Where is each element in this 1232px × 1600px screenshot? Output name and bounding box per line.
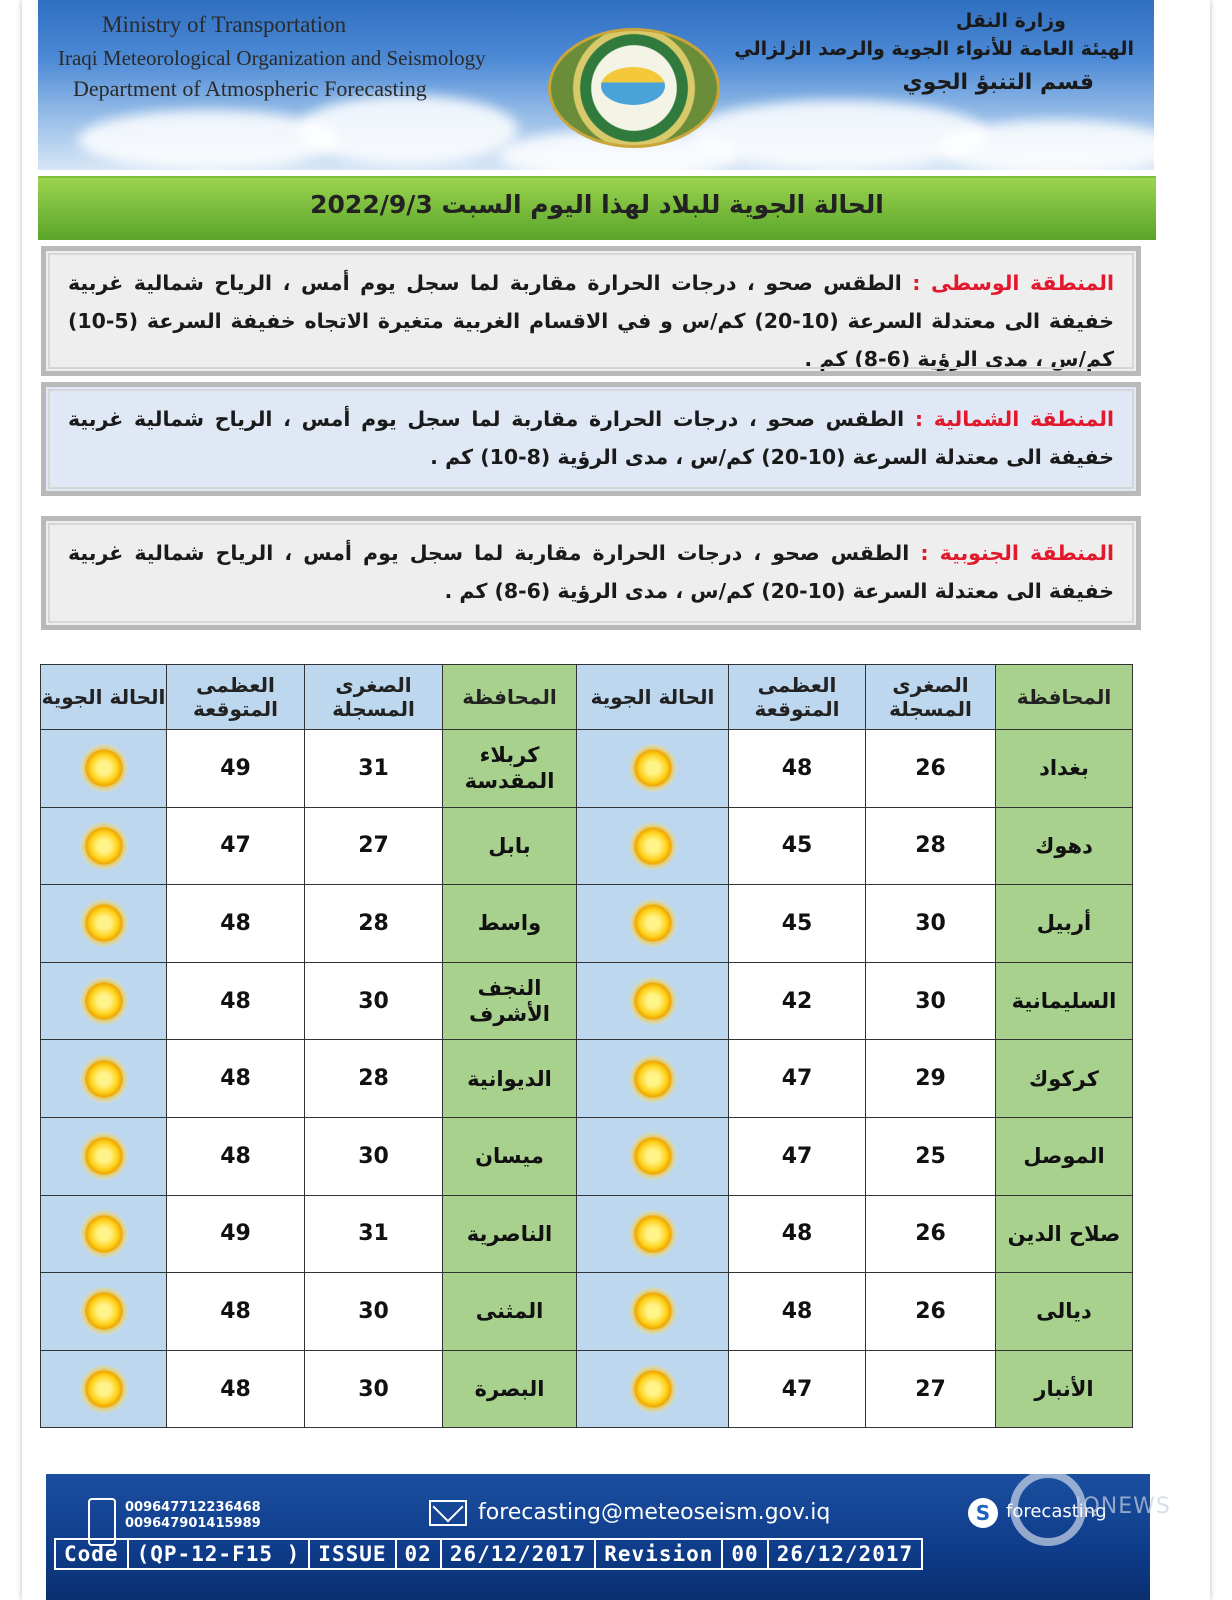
weather-cell bbox=[41, 1040, 167, 1118]
max-temp-cell: 48 bbox=[167, 1040, 305, 1118]
weather-cell bbox=[577, 962, 729, 1040]
max-temp-cell: 48 bbox=[729, 1195, 866, 1273]
sun-icon bbox=[80, 899, 128, 947]
header-governorate: المحافظة bbox=[996, 665, 1133, 730]
governorate-cell: البصرة bbox=[443, 1350, 577, 1428]
table-row bbox=[41, 1040, 1133, 1118]
max-temp-cell: 48 bbox=[167, 962, 305, 1040]
header-min: الصغرى المسجلة bbox=[305, 665, 443, 730]
region-south bbox=[41, 516, 1141, 630]
sun-icon bbox=[80, 822, 128, 870]
sun-icon bbox=[80, 1287, 128, 1335]
max-temp-cell: 45 bbox=[729, 807, 866, 885]
issue-date: 26/12/2017 bbox=[440, 1538, 594, 1570]
max-temp-cell: 47 bbox=[729, 1350, 866, 1428]
table-row bbox=[41, 885, 1133, 963]
document-code-strip bbox=[54, 1538, 1144, 1568]
min-temp-cell: 26 bbox=[866, 1195, 996, 1273]
region-central-text: الطقس صحو ، درجات الحرارة مقاربة لما سجل يوم أمس ، الرياح شمالية غربية خفيفة الى معتدلة السرعة (10-20) كم/س و في الاقسام الغربية متغيرة الاتجاه خفيفة السرعة (5-10) كم/س ، مدى الرؤية (6-8) كم . bbox=[68, 271, 1115, 371]
region-central-label: المنطقة الوسطى : bbox=[912, 271, 1114, 295]
governorate-cell: السليمانية bbox=[996, 962, 1133, 1040]
weather-cell bbox=[41, 730, 167, 808]
weather-cell bbox=[41, 1195, 167, 1273]
governorate-cell: المثنى bbox=[443, 1273, 577, 1351]
table-row bbox=[41, 730, 1133, 808]
governorate-cell: الأنبار bbox=[996, 1350, 1133, 1428]
min-temp-cell: 28 bbox=[866, 807, 996, 885]
region-north-label: المنطقة الشمالية : bbox=[914, 407, 1114, 431]
weather-cell bbox=[577, 730, 729, 808]
sun-icon bbox=[629, 822, 677, 870]
sun-icon bbox=[80, 1132, 128, 1180]
governorate-cell: ميسان bbox=[443, 1117, 577, 1195]
weather-cell bbox=[577, 885, 729, 963]
en-department: Department of Atmospheric Forecasting bbox=[73, 76, 427, 101]
footer-contact-bar bbox=[46, 1474, 1150, 1600]
weather-cell bbox=[41, 1117, 167, 1195]
min-temp-cell: 30 bbox=[866, 962, 996, 1040]
min-temp-cell: 30 bbox=[305, 962, 443, 1040]
min-temp-cell: 30 bbox=[305, 1117, 443, 1195]
min-temp-cell: 26 bbox=[866, 730, 996, 808]
table-row bbox=[41, 1273, 1133, 1351]
min-temp-cell: 31 bbox=[305, 730, 443, 808]
header-banner bbox=[38, 0, 1154, 170]
min-temp-cell: 29 bbox=[866, 1040, 996, 1118]
skype-handle: forecasting bbox=[1006, 1501, 1107, 1522]
max-temp-cell: 48 bbox=[167, 1117, 305, 1195]
issue-label: ISSUE bbox=[308, 1538, 394, 1570]
weather-cell bbox=[577, 1273, 729, 1351]
header-weather: الحالة الجوية bbox=[41, 665, 167, 730]
sun-icon bbox=[629, 1210, 677, 1258]
en-organization: Iraqi Meteorological Organization and Seismology bbox=[58, 46, 486, 70]
region-south-label: المنطقة الجنوبية : bbox=[920, 541, 1114, 565]
max-temp-cell: 48 bbox=[167, 885, 305, 963]
header-min: الصغرى المسجلة bbox=[866, 665, 996, 730]
ar-department: قسم التنبؤ الجوي bbox=[902, 70, 1094, 95]
min-temp-cell: 25 bbox=[866, 1117, 996, 1195]
en-ministry: Ministry of Transportation bbox=[102, 12, 347, 37]
governorate-cell: الديوانية bbox=[443, 1040, 577, 1118]
phone-numbers bbox=[125, 1500, 261, 1532]
sun-icon bbox=[80, 1365, 128, 1413]
max-temp-cell: 48 bbox=[167, 1273, 305, 1351]
revision-date: 26/12/2017 bbox=[767, 1538, 923, 1570]
organization-logo bbox=[548, 28, 720, 148]
skype-icon: S bbox=[968, 1498, 998, 1528]
table-header-row bbox=[41, 665, 1133, 730]
governorate-cell: صلاح الدين bbox=[996, 1195, 1133, 1273]
region-north bbox=[41, 382, 1141, 496]
governorate-cell: الناصرية bbox=[443, 1195, 577, 1273]
min-temp-cell: 30 bbox=[305, 1350, 443, 1428]
min-temp-cell: 30 bbox=[866, 885, 996, 963]
min-temp-cell: 28 bbox=[305, 885, 443, 963]
ar-organization: الهيئة العامة للأنواء الجوية والرصد الزلزالي bbox=[734, 38, 1134, 60]
min-temp-cell: 28 bbox=[305, 1040, 443, 1118]
region-south-text: الطقس صحو ، درجات الحرارة مقاربة لما سجل يوم أمس ، الرياح شمالية غربية خفيفة الى معتدلة السرعة (10-20) كم/س ، مدى الرؤية (6-8) كم . bbox=[68, 541, 1114, 603]
min-temp-cell: 27 bbox=[866, 1350, 996, 1428]
max-temp-cell: 45 bbox=[729, 885, 866, 963]
max-temp-cell: 48 bbox=[729, 1273, 866, 1351]
sun-icon bbox=[629, 1055, 677, 1103]
max-temp-cell: 47 bbox=[729, 1117, 866, 1195]
region-north-text: الطقس صحو ، درجات الحرارة مقاربة لما سجل يوم أمس ، الرياح شمالية غربية خفيفة الى معتدلة السرعة (10-20) كم/س ، مدى الرؤية (8-10) كم . bbox=[68, 407, 1114, 469]
header-max: العظمى المتوقعة bbox=[729, 665, 866, 730]
forecast-table bbox=[40, 664, 1133, 1428]
table-row bbox=[41, 807, 1133, 885]
max-temp-cell: 48 bbox=[729, 730, 866, 808]
weather-cell bbox=[41, 962, 167, 1040]
header-governorate: المحافظة bbox=[443, 665, 577, 730]
page-title: الحالة الجوية للبلاد لهذا اليوم السبت 2022/9/3 bbox=[310, 190, 884, 219]
watermark-text: IQNEWS bbox=[1075, 1494, 1171, 1519]
issue-number: 02 bbox=[395, 1538, 440, 1570]
weather-cell bbox=[577, 1040, 729, 1118]
region-central bbox=[41, 246, 1141, 376]
max-temp-cell: 47 bbox=[167, 807, 305, 885]
governorate-cell: واسط bbox=[443, 885, 577, 963]
max-temp-cell: 47 bbox=[729, 1040, 866, 1118]
sun-icon bbox=[629, 1132, 677, 1180]
table-row bbox=[41, 1195, 1133, 1273]
phone-1: 009647712236468 bbox=[125, 1500, 261, 1515]
weather-cell bbox=[577, 1350, 729, 1428]
ar-ministry: وزارة النقل bbox=[955, 10, 1066, 32]
weather-cell bbox=[577, 1195, 729, 1273]
weather-cell bbox=[41, 807, 167, 885]
min-temp-cell: 30 bbox=[305, 1273, 443, 1351]
weather-cell bbox=[577, 1117, 729, 1195]
sun-icon bbox=[629, 744, 677, 792]
max-temp-cell: 49 bbox=[167, 1195, 305, 1273]
table-row bbox=[41, 1117, 1133, 1195]
governorate-cell: بغداد bbox=[996, 730, 1133, 808]
weather-cell bbox=[41, 1273, 167, 1351]
header-weather: الحالة الجوية bbox=[577, 665, 729, 730]
envelope-icon bbox=[429, 1500, 467, 1526]
table-row bbox=[41, 962, 1133, 1040]
governorate-cell: ديالى bbox=[996, 1273, 1133, 1351]
min-temp-cell: 27 bbox=[305, 807, 443, 885]
table-row bbox=[41, 1350, 1133, 1428]
max-temp-cell: 48 bbox=[167, 1350, 305, 1428]
sun-icon bbox=[80, 977, 128, 1025]
governorate-cell: كربلاء المقدسة bbox=[443, 730, 577, 808]
title-bar bbox=[38, 176, 1156, 240]
max-temp-cell: 42 bbox=[729, 962, 866, 1040]
sun-icon bbox=[629, 899, 677, 947]
sun-icon bbox=[80, 1055, 128, 1103]
weather-cell bbox=[41, 885, 167, 963]
weather-cell bbox=[577, 807, 729, 885]
sun-icon bbox=[629, 1365, 677, 1413]
revision-number: 00 bbox=[721, 1538, 766, 1570]
sun-icon bbox=[80, 744, 128, 792]
governorate-cell: النجف الأشرف bbox=[443, 962, 577, 1040]
code-value: (QP-12-F15 ) bbox=[127, 1538, 309, 1570]
max-temp-cell: 49 bbox=[167, 730, 305, 808]
sun-icon bbox=[80, 1210, 128, 1258]
governorate-cell: الموصل bbox=[996, 1117, 1133, 1195]
min-temp-cell: 31 bbox=[305, 1195, 443, 1273]
governorate-cell: أربيل bbox=[996, 885, 1133, 963]
code-label: Code bbox=[54, 1538, 127, 1570]
governorate-cell: دهوك bbox=[996, 807, 1133, 885]
min-temp-cell: 26 bbox=[866, 1273, 996, 1351]
revision-label: Revision bbox=[594, 1538, 721, 1570]
header-max: العظمى المتوقعة bbox=[167, 665, 305, 730]
governorate-cell: كركوك bbox=[996, 1040, 1133, 1118]
weather-cell bbox=[41, 1350, 167, 1428]
sun-icon bbox=[629, 977, 677, 1025]
email-address[interactable]: forecasting@meteoseism.gov.iq bbox=[478, 1500, 831, 1525]
sun-icon bbox=[629, 1287, 677, 1335]
phone-2: 009647901415989 bbox=[125, 1516, 261, 1531]
governorate-cell: بابل bbox=[443, 807, 577, 885]
